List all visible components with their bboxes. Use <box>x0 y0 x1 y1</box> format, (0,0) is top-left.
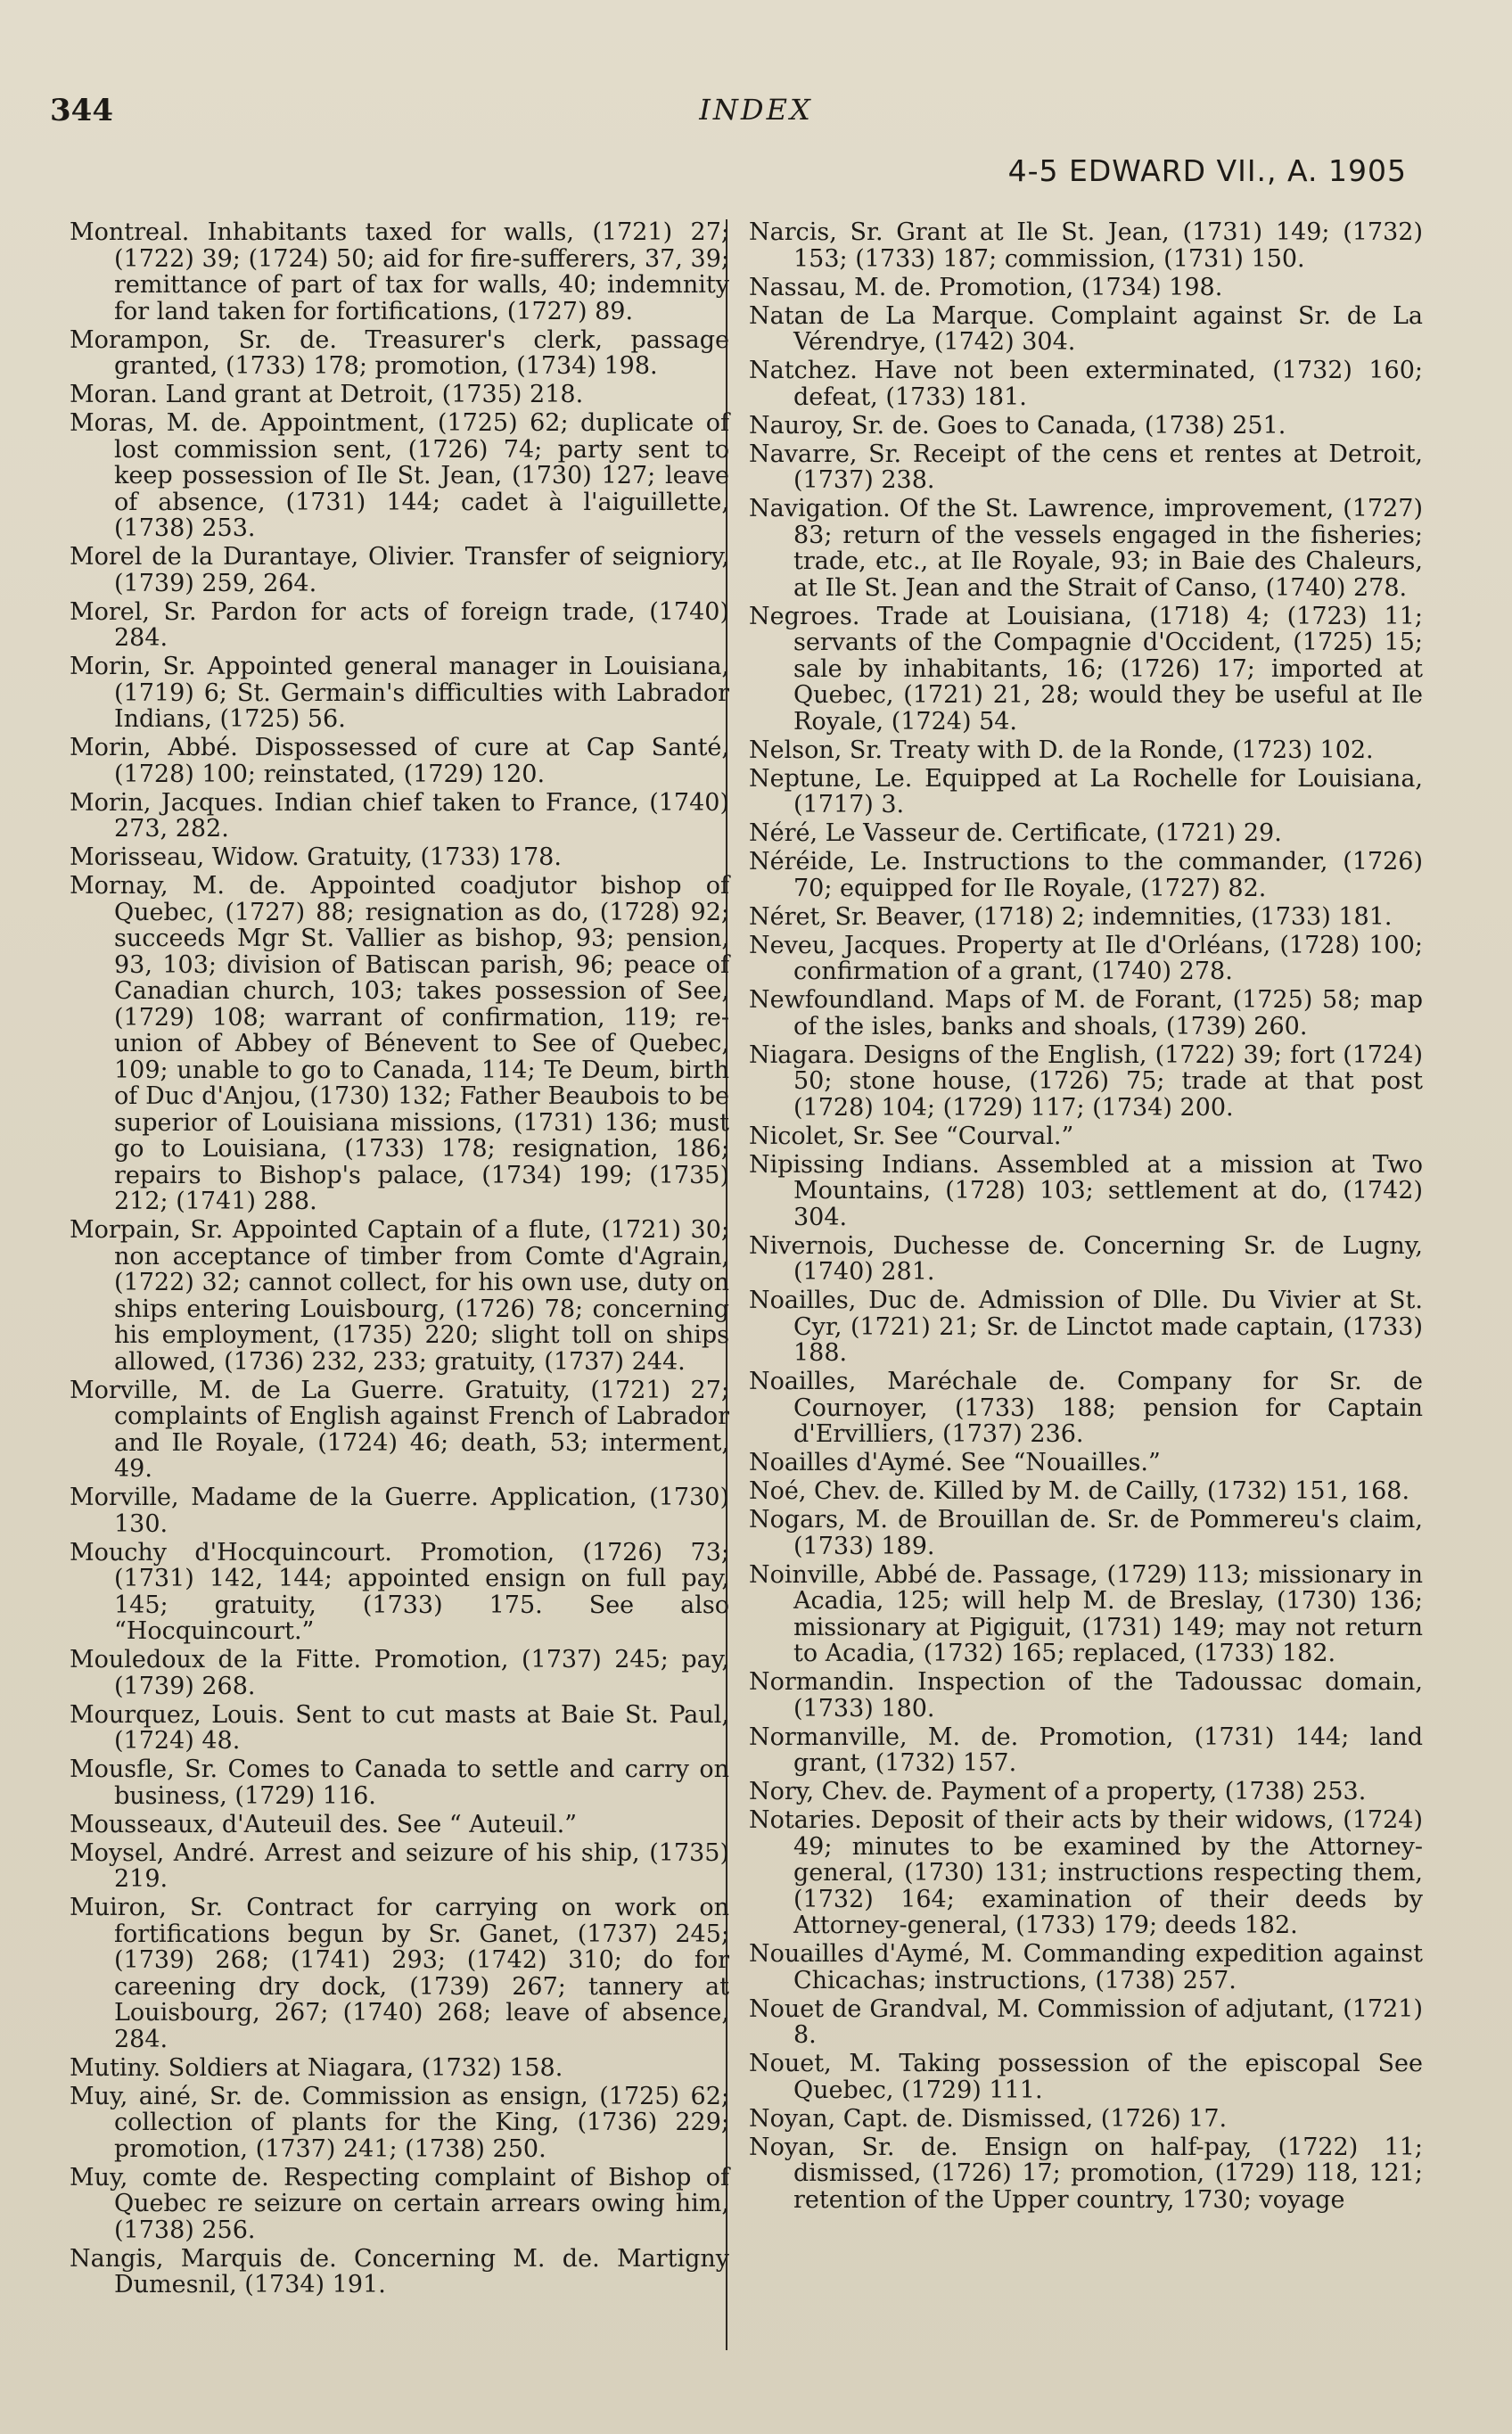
index-entry: Mouledoux de la Fitte. Promotion, (1737) 245; pay, (1739) 268. <box>70 1646 729 1700</box>
index-entry: Morampon, Sr. de. Treasurer's clerk, passage granted, (1733) 178; promotion, (1734) 198. <box>70 325 729 380</box>
index-entry: Noyan, Capt. de. Dismissed, (1726) 17. <box>749 2104 1228 2133</box>
index-entry: Mousfle, Sr. Comes to Canada to settle and carry on business, (1729) 116. <box>70 1756 729 1810</box>
index-entry: Noinville, Abbé de. Passage, (1729) 113; missionary in Acadia, 125; will help M. de Breslay, (1730) 136; missionary at Pigiguit, (1731) 149; may not return to Acadia, (1732) 165; replaced, (1733) 182. <box>749 1560 1423 1667</box>
index-entry: Noailles d'Aymé. See “Nouailles.” <box>749 1449 1161 1476</box>
index-entry: Muiron, Sr. Contract for carrying on work on fortifications begun by Sr. Ganet, (1737) 245; (1739) 268; (1741) 293; (1742) 310; do for careening dry dock, (1739) 267; tannery at Louisbourg, 267; (1740) 268; leave of absence, 284. <box>70 1894 729 2053</box>
index-entry: Mouchy d'Hocquincourt. Promotion, (1726) 73; (1731) 142, 144; appointed ensign on full pay, 145; gratuity, (1733) 175. See also “Hocquincourt.” <box>70 1538 729 1645</box>
index-entry: Morpain, Sr. Appointed Captain of a flute, (1721) 30; non acceptance of timber from Comte d'Agrain, (1722) 32; cannot collect, for his own use, duty on ships entering Louisbourg, (1726) 78; concerning his employment, (1735) 220; slight toll on ships allowed, (1736) 232, 233; gratuity, (1737) 244. <box>70 1216 729 1376</box>
index-entry: Moran. Land grant at Detroit, (1735) 218. <box>70 381 584 408</box>
index-entry: Muy, comte de. Respecting complaint of Bishop of Quebec re seizure on certain arrears owing him, (1738) 256. <box>70 2163 729 2244</box>
index-entry: Moysel, André. Arrest and seizure of his ship, (1735) 219. <box>70 1838 729 1893</box>
index-entry: Nory, Chev. de. Payment of a property, (1738) 253. <box>749 1778 1367 1805</box>
index-entry: Natan de La Marque. Complaint against Sr. de La Vérendrye, (1742) 304. <box>749 301 1423 356</box>
index-entry: Navarre, Sr. Receipt of the cens et rentes at Detroit, (1737) 238. <box>749 440 1423 494</box>
index-entry: Nouet de Grandval, M. Commission of adjutant, (1721) 8. <box>749 1994 1423 2049</box>
index-entry: Noyan, Sr. de. Ensign on half-pay, (1722) 11; dismissed, (1726) 17; promotion, (1729) 118, 121; retention of the Upper country, 1730; voyage <box>749 2133 1423 2214</box>
index-entry: Morin, Jacques. Indian chief taken to France, (1740) 273, 282. <box>70 788 729 843</box>
index-entry: Morisseau, Widow. Gratuity, (1733) 178. <box>70 843 562 871</box>
index-entry: Morville, Madame de la Guerre. Application, (1730) 130. <box>70 1484 729 1538</box>
index-entry: Notaries. Deposit of their acts by their widows, (1724) 49; minutes to be examined by the Attorney-general, (1730) 131; instructions respecting them, (1732) 164; examination of their deeds by Attorney-general, (1733) 179; deeds 182. <box>749 1806 1423 1939</box>
right-column <box>749 219 1423 2216</box>
index-entry: Néré, Le Vasseur de. Certificate, (1721) 29. <box>749 819 1282 847</box>
index-entry: Natchez. Have not been exterminated, (1732) 160; defeat, (1733) 181. <box>749 357 1423 411</box>
index-entry: Negroes. Trade at Louisiana, (1718) 4; (1723) 11; servants of the Compagnie d'Occident, (1725) 15; sale by inhabitants, 16; (1726) 17; imported at Quebec, (1721) 21, 28; would they be useful at Ile Royale, (1724) 54. <box>749 602 1423 736</box>
index-entry: Nangis, Marquis de. Concerning M. de. Martigny Dumesnil, (1734) 191. <box>70 2244 729 2298</box>
index-entry: Muy, ainé, Sr. de. Commission as ensign, (1725) 62; collection of plants for the King, (1736) 229; promotion, (1737) 241; (1738) 250. <box>70 2082 729 2163</box>
index-entry: Morel de la Durantaye, Olivier. Transfer of seigniory, (1739) 259, 264. <box>70 543 729 597</box>
edition-label: 4-5 EDWARD VII., A. 1905 <box>1007 153 1407 188</box>
index-entry: Mousseaux, d'Auteuil des. See “ Auteuil.” <box>70 1810 577 1838</box>
index-entry: Néréide, Le. Instructions to the commander, (1726) 70; equipped for Ile Royale, (1727) 82. <box>749 848 1423 902</box>
index-entry: Néret, Sr. Beaver, (1718) 2; indemnities, (1733) 181. <box>749 902 1393 931</box>
index-entry: Nogars, M. de Brouillan de. Sr. de Pommereu's claim, (1733) 189. <box>749 1506 1423 1560</box>
index-entry: Morin, Abbé. Dispossessed of cure at Cap Santé, (1728) 100; reinstated, (1729) 120. <box>70 734 729 788</box>
index-entry: Nicolet, Sr. See “Courval.” <box>749 1122 1074 1150</box>
index-entry: Nipissing Indians. Assembled at a mission at Two Mountains, (1728) 103; settlement at do, (1742) 304. <box>749 1150 1423 1231</box>
index-entry: Neveu, Jacques. Property at Ile d'Orléans, (1728) 100; confirmation of a grant, (1740) 278. <box>749 931 1423 985</box>
index-entry: Montreal. Inhabitants taxed for walls, (1721) 27; (1722) 39; (1724) 50; aid for fire-sufferers, 37, 39; remittance of part of tax for walls, 40; indemnity for land taken for fortifications, (1727) 89. <box>70 218 729 325</box>
left-column <box>70 219 729 2300</box>
index-entry: Mornay, M. de. Appointed coadjutor bishop of Quebec, (1727) 88; resignation as do, (1728) 92; succeeds Mgr St. Vallier as bishop, 93; pension, 93, 103; division of Batiscan parish, 96; peace of Canadian church, 103; takes possession of See, (1729) 108; warrant of confirmation, 119; re-union of Abbey of Bénevent to See of Quebec, 109; unable to go to Canada, 114; Te Deum, birth of Duc d'Anjou, (1730) 132; Father Beaubois to be superior of Louisiana missions, (1731) 136; must go to Louisiana, (1733) 178; resignation, 186; repairs to Bishop's palace, (1734) 199; (1735) 212; (1741) 288. <box>70 872 729 1215</box>
index-entry: Nouet, M. Taking possession of the episcopal See Quebec, (1729) 111. <box>749 2050 1423 2104</box>
index-entry: Morville, M. de La Guerre. Gratuity, (1721) 27; complaints of English against French of Labrador and Ile Royale, (1724) 46; death, 53; interment, 49. <box>70 1376 729 1483</box>
page-title: INDEX <box>699 93 813 127</box>
index-entry: Mourquez, Louis. Sent to cut masts at Baie St. Paul, (1724) 48. <box>70 1700 729 1755</box>
index-entry: Normandin. Inspection of the Tadoussac domain, (1733) 180. <box>749 1668 1423 1723</box>
index-entry: Nouailles d'Aymé, M. Commanding expedition against Chicachas; instructions, (1738) 257. <box>749 1940 1423 1994</box>
index-entry: Niagara. Designs of the English, (1722) 39; fort (1724) 50; stone house, (1726) 75; trade at that post (1728) 104; (1729) 117; (1734) 200. <box>749 1040 1423 1122</box>
index-entry: Morin, Sr. Appointed general manager in Louisiana, (1719) 6; St. Germain's difficulties with Labrador Indians, (1725) 56. <box>70 653 729 733</box>
index-entry: Noé, Chev. de. Killed by M. de Cailly, (1732) 151, 168. <box>749 1477 1410 1505</box>
index-entry: Newfoundland. Maps of M. de Forant, (1725) 58; map of the isles, banks and shoals, (1739) 260. <box>749 986 1423 1040</box>
index-entry: Nauroy, Sr. de. Goes to Canada, (1738) 251. <box>749 411 1286 440</box>
index-entry: Noailles, Duc de. Admission of Dlle. Du Vivier at St. Cyr, (1721) 21; Sr. de Linctot made captain, (1733) 188. <box>749 1287 1423 1367</box>
index-entry: Narcis, Sr. Grant at Ile St. Jean, (1731) 149; (1732) 153; (1733) 187; commission, (1731) 150. <box>749 218 1423 273</box>
index-entry: Nivernois, Duchesse de. Concerning Sr. de Lugny, (1740) 281. <box>749 1231 1423 1286</box>
index-entry: Morel, Sr. Pardon for acts of foreign trade, (1740) 284. <box>70 597 729 652</box>
index-entry: Mutiny. Soldiers at Niagara, (1732) 158. <box>70 2053 563 2082</box>
page-number: 344 <box>50 93 113 128</box>
index-entry: Moras, M. de. Appointment, (1725) 62; duplicate of lost commission sent, (1726) 74; party sent to keep possession of Ile St. Jean, (1730) 127; leave of absence, (1731) 144; cadet à l'aiguillette, (1738) 253. <box>70 409 729 542</box>
index-entry: Normanville, M. de. Promotion, (1731) 144; land grant, (1732) 157. <box>749 1723 1423 1777</box>
index-entry: Navigation. Of the St. Lawrence, improvement, (1727) 83; return of the vessels engaged in the fisheries; trade, etc., at Ile Royale, 93; in Baie des Chaleurs, at Ile St. Jean and the Strait of Canso, (1740) 278. <box>749 495 1423 602</box>
index-entry: Nelson, Sr. Treaty with D. de la Ronde, (1723) 102. <box>749 736 1374 764</box>
index-entry: Noailles, Maréchale de. Company for Sr. de Cournoyer, (1733) 188; pension for Captain d'Ervilliers, (1737) 236. <box>749 1368 1423 1448</box>
index-entry: Neptune, Le. Equipped at La Rochelle for Louisiana, (1717) 3. <box>749 764 1423 818</box>
index-entry: Nassau, M. de. Promotion, (1734) 198. <box>749 273 1223 301</box>
